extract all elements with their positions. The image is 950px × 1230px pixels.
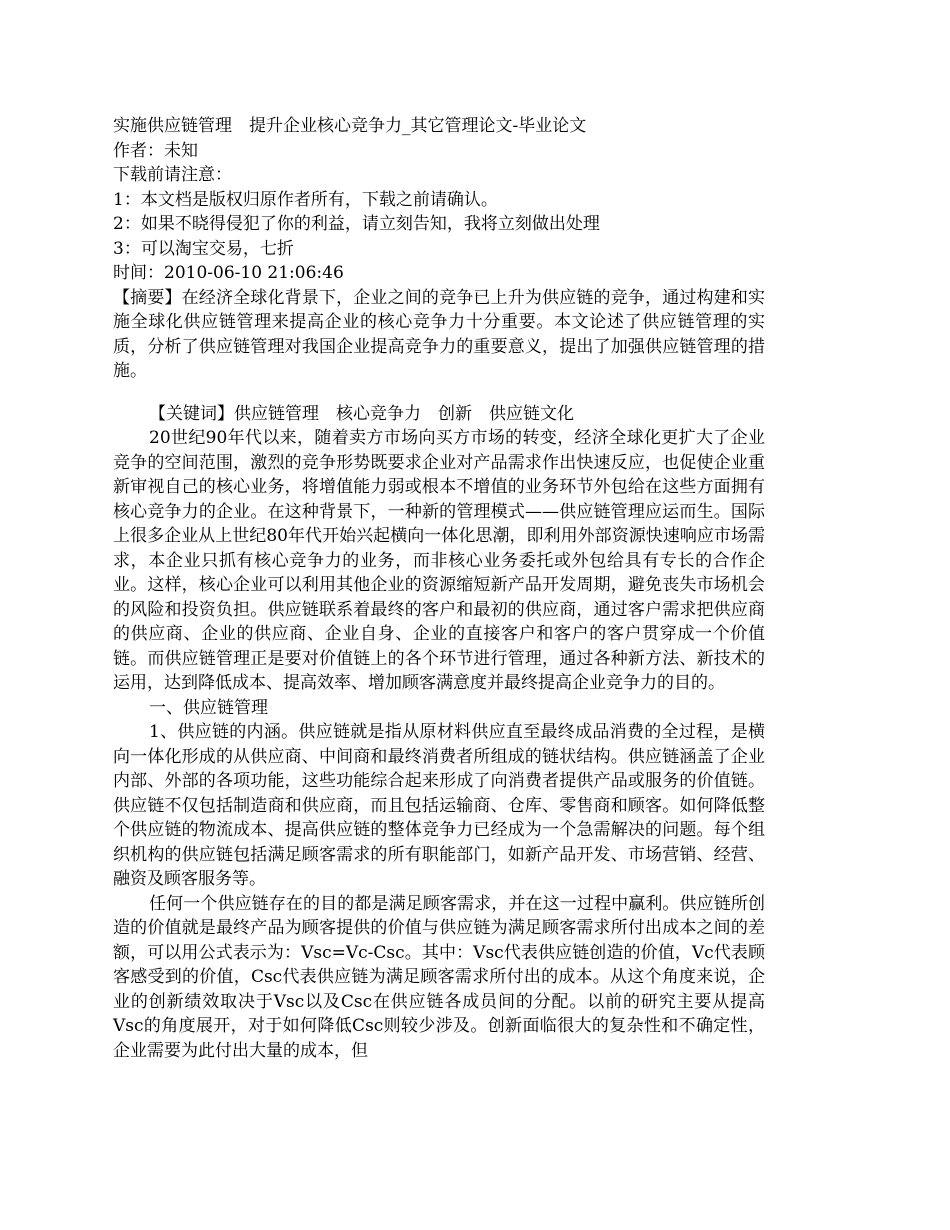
body-paragraph: 1、供应链的内涵。供应链就是指从原材料供应直至最终成品消费的全过程，是横向一体化形成的从供应商、中间商和最终消费者所组成的链状结构。供应链涵盖了企业内部、外部的各项功能，这些功能综合起来形成了向消费者提供产品或服务的价值链。供应链不仅包括制造商和供应商，而且包括运输商、仓库、零售商和顾客。如何降低整个供应链的物流成本、提高供应链的整体竞争力已经成为一个急需解决的问题。每个组织机构的供应链包括满足顾客需求的所有职能部门，如新产品开发、市场营销、经营、融资及顾客服务等。 [113, 722, 765, 889]
abstract-paragraph: 【摘要】在经济全球化背景下，企业之间的竞争已上升为供应链的竞争，通过构建和实施全球化供应链管理来提高企业的核心竞争力十分重要。本文论述了供应链管理的实质，分析了供应链管理对我国企业提高竞争力的重要意义，提出了加强供应链管理的措施。 [113, 287, 765, 381]
author-line: 作者：未知 [113, 140, 198, 161]
body-paragraph: 20世纪90年代以来，随着卖方市场向买方市场的转变，经济全球化更扩大了企业竞争的空间范围，激烈的竞争形势既要求企业对产品需求作出快速反应，也促使企业重新审视自己的核心业务，将增值能力弱或根本不增值的业务环节外包给在这些方面拥有核心竞争力的企业。在这种背景下，一种新的管理模式——供应链管理应运而生。国际上很多企业从上世纪80年代开始兴起横向一体化思潮，即利用外部资源快速响应市场需求，本企业只抓有核心竞争力的业务，而非核心业务委托或外包给具有专长的合作企业。这样，核心企业可以利用其他企业的资源缩短新产品开发周期，避免丧失市场机会的风险和投资负担。供应链联系着最终的客户和最初的供应商，通过客户需求把供应商的供应商、企业的供应商、企业自身、企业的直接客户和客户的客户贯穿成一个价值链。而供应链管理正是要对价值链上的各个环节进行管理，通过各种新方法、新技术的运用，达到降低成本、提高效率、增加顾客满意度并最终提高企业竞争力的目的。 [113, 428, 765, 693]
document-title: 实施供应链管理 提升企业核心竞争力_其它管理论文-毕业论文 [113, 116, 587, 136]
notice-item: 3：可以淘宝交易，七折 [113, 238, 294, 259]
notice-heading: 下载前请注意： [113, 165, 232, 185]
document-page [113, 114, 765, 1063]
section-heading: 一、供应链管理 [149, 697, 268, 718]
notice-item: 2：如果不晓得侵犯了你的利益，请立刻告知，我将立刻做出处理 [113, 214, 600, 234]
timestamp: 时间：2010-06-10 21:06:46 [113, 263, 344, 283]
body-paragraph: 任何一个供应链存在的目的都是满足顾客需求，并在这一过程中赢利。供应链所创造的价值就是最终产品为顾客提供的价值与供应链为满足顾客需求所付出成本之间的差额，可以用公式表示为：Vsc=Vc-Csc。其中：Vsc代表供应链创造的价值，Vc代表顾客感受到的价值，Csc代表供应链为满足顾客需求所付出的成本。从这个角度来说，企业的创新绩效取决于Vsc以及Csc在供应链各成员间的分配。以前的研究主要从提高Vsc的角度展开，对于如何降低Csc则较少涉及。创新面临很大的复杂性和不确定性，企业需要为此付出大量的成本，但 [113, 893, 765, 1061]
keywords-line: 【关键词】供应链管理 核心竞争力 创新 供应链文化 [149, 403, 574, 424]
notice-item: 1：本文档是版权归原作者所有，下载之前请确认。 [113, 189, 498, 210]
